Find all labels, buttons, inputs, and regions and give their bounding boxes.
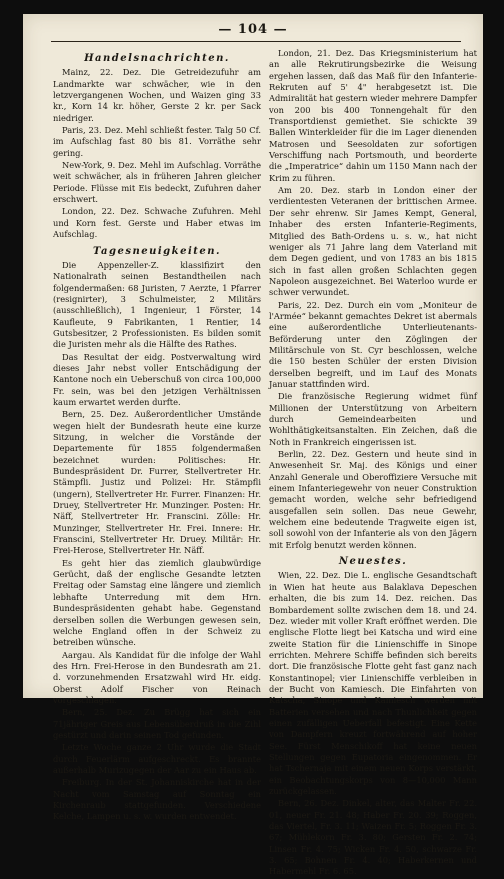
article-bern-bruegg: Bern, 25. Dez. Zu Brügg hat sich ein 71jähriger Greis aus Lebensüberdruß in die Zihl gestürzt und darin seinen Tod gefunden. <box>53 707 261 740</box>
section-heading-latest: Neuestes. <box>338 556 408 568</box>
article-paris: Paris, 23. Dez. Mehl schließt fester. Talg 50 Cf. im Aufschlag fast 80 bis 81. Vorräthe sehr gering. <box>53 125 261 158</box>
right-column <box>269 48 477 879</box>
article-fire-alarm: Letzte Woche ganze 2 Uhr wurde die Stadt durch Feuerlärm aufgeschreckt. Es brannte außerhalb Murizugegen der Aar zu ein Haus ab. <box>53 742 261 775</box>
article-paris-decree: Paris, 22. Dez. Durch ein vom „Moniteur de l'Armée“ bekannt gemachtes Dekret ist abermals eine außerordentliche Unterlieutenants-Beförderung unter den Zöglingen der Militärschule von St. Cyr beschlossen, welche die 150 besten Schüler der ersten Division derselben begreift, und im Lauf des Monats Januar stattfinden wird. <box>269 299 477 389</box>
article-national-council: Die Appenzeller-Z. klassifizirt den Nationalrath seinen Bestandtheilen nach folgendermaßen: 68 Juristen, 7 Aerzte, 1 Pfarrer (resignirter), 3 Schulmeister, 2 Militärs (ausschließlich), 1 Ingenieur, 1 Förster, 14 Kaufleute, 9 Fabrikanten, 1 Rentier, 14 Gutsbesitzer, 2 Professionisten. Es bilden somit die Juristen mehr als die Hälfte des Rathes. <box>53 259 261 350</box>
article-mainz: Mainz, 22. Dez. Die Getreidezufuhr am Landmarkte war schwächer, wie in den letzvergangenen Wochen, und Waizen ging 33 kr., Korn 14 kr. höher, Gerste 2 kr. per Sack niedriger. <box>53 67 261 123</box>
section-heading-trade-news: Handelsnachrichten. <box>84 53 230 64</box>
article-berlin-rifle: Berlin, 22. Dez. Gestern und heute sind in Anwesenheit Sr. Maj. des Königs und einer Anzahl Generale und Oberoffiziere Versuche mit einem Infanteriegewehr von neuer Construktion gemacht worden, welche sehr befriedigend ausgefallen sein sollen. Das neue Gewehr, welchem eine bedeutende Tragweite eigen ist, soll sowohl von der Infanterie als von den Jägern mit Erfolg benutzt werden können. <box>269 449 477 550</box>
header-rule <box>51 41 461 42</box>
newspaper-page <box>23 14 483 877</box>
article-bern-federal-council: Bern, 25. Dez. Außerordentlicher Umstände wegen hielt der Bundesrath heute eine kurze Sitzung, in welcher die Vorstände der Departemente für 1855 folgendermaßen bezeichnet wurden: Politisches: Hr. Bundespräsident Dr. Furrer, Stellvertreter Hr. Stämpfli. Justiz und Polizei: Hr. Stämpfli (ungern), Stellvertreter Hr. Furrer. Finanzen: Hr. Druey, Stellvertreter Hr. Munzinger. Posten: Hr. Näff, Stellvertreter Hr. Franscini. Zölle: Hr. Munzinger, Stellvertreter Hr. Frei. Innere: Hr. Franscini, Stellvertreter Hr. Druey. Militär: Hr. Frei-Herose, Stellvertreter Hr. Näff. <box>53 409 261 556</box>
section-heading-daily-news: Tagesneuigkeiten. <box>93 245 221 257</box>
article-freiburg: Freiburg. In der St. Johanniskirche hat in der Nacht vom Samstag auf Sonntag ein Kirchenraub stattgefunden. Verschiedene Kelche, Lampen u. s. w. wurden entwendet. <box>53 777 261 822</box>
article-bern-prices: Bern, 26. Dez. Dinkel, alter, das Malter Fr. 22. 01, neuer Fr. 21. 48; Haber Fr. 20. 39; Roggen, das Viertel, Fr. 3. 11; Waizen Fr. 5; Roggen Fr. 3. 67; Mühlekorn Fr. 3. 80; Gersten Fr. 2. 74; Linsen Fr. 4. 75; Wicken Fr. 4. 50, schwarze Fr. 3. 65; Bohnen Fr. 4. 40; Haberkernen und Habermehl Fr. 6. 65. <box>269 798 477 877</box>
page-number: — 104 — <box>218 22 288 37</box>
left-column <box>53 48 261 824</box>
article-aargau: Aargau. Als Kandidat für die infolge der Wahl des Hrn. Frei-Herose in den Bundesrath am 21. d. vorzunehmenden Ersatzwahl wird Hr. eidg. Oberst Adolf Fischer von Reinach vorgeschlagen. <box>53 649 261 705</box>
article-james-kempt: Am 20. Dez. starb in London einer der verdientesten Veteranen der brittischen Armee. Der sehr ehrenw. Sir James Kempt, General, Inhaber des ersten Infanterie-Regiments, Mitglied des Bath-Ordens u. s. w., hat nicht weniger als 71 Jahre lang dem Vaterland mit dem Degen gedient, und von 1783 an bis 1815 sich in fast allen großen Schlachten gegen Napoleon ausgezeichnet. Bei Waterloo wurde er schwer verwundet. <box>269 185 477 298</box>
article-london-market: London, 22. Dez. Schwache Zufuhren. Mehl und Korn fest. Gerste und Haber etwas im Aufschlag. <box>53 206 261 240</box>
article-london-war-ministry: London, 21. Dez. Das Kriegsministerium hat an alle Rekrutirungsbezirke die Weisung ergehen lassen, daß das Maß für den Infanterie-Rekruten auf 5' 4" herabgesetzt ist. Die Admiralität hat gestern wieder mehrere Dampfer von 200 bis 400 Tonnengehalt für den Transportdienst gemiethet. Sie schickte 39 Ballen Winterkleider für die im Lager dienenden Matrosen und Seesoldaten zur sofortigen Verschiffung nach Portsmouth, und beorderte die „Imperatrice“ dahin um 1150 Mann nach der Krim zu führen. <box>269 48 477 183</box>
article-new-york: New-York, 9. Dez. Mehl im Aufschlag. Vorräthe weit schwächer, als in früheren Jahren gleicher Periode. Flüsse mit Eis bedeckt, Zufuhren daher erschwert. <box>53 160 261 205</box>
article-english-envoy: Es geht hier das ziemlich glaubwürdige Gerücht, daß der englische Gesandte letzten Freitag oder Samstag eine längere und ziemlich lebhafte Unterredung mit dem Hrn. Bundespräsidenten gehabt habe. Gegenstand derselben sollen die Werbungen gewesen sein, welche England offen in der Schweiz zu betreiben wünsche. <box>53 557 261 648</box>
article-postal-result: Das Resultat der eidg. Postverwaltung wird dieses Jahr nebst voller Entschädigung der Kantone noch ein Ueberschuß von circa 100,000 Fr. sein, was bei den jetzigen Verhältnissen kaum erwartet werden durfte. <box>53 351 261 407</box>
article-vienna: Wien, 22. Dez. Die L. englische Gesandtschaft in Wien hat heute aus Balaklava Depeschen erhalten, die bis zum 14. Dez. reichen. Das Bombardement sollte zwischen dem 18. und 24. Dez. wieder mit voller Kraft eröffnet werden. Die englische Flotte liegt bei Katscha und wird eine zweite Station für die Linienschiffe in Sinope errichten. Mehrere Schiffe befinden sich bereits dort. Die französische Flotte geht fast ganz nach Konstantinopel; vier Linienschiffe verbleiben in der Bucht von Kamiesch. Die Einfahrten von Katscha, Sinope und Kamiesch werden mit Batterien versehen und nach Thunlichkeit gegen einen zufälligen Ueberfall befestigt. Eine Kette von Dampfern kreuzt fortwährend auf hoher See. Fürst Menschikoff hat keine neuen Stellungen gegen Eupatoria eingenommen. Er hat Tschernaja mit einem neuen Korps verstärkt, ein Beobachtungskorps von 8—10,000 Mann zurückgelassen. <box>269 570 477 796</box>
article-french-government: Die französische Regierung widmet fünf Millionen der Unterstützung von Arbeitern durch Gemeindearbeiten und Wohlthätigkeitsanstalten. Ein Zeichen, daß die Noth in Frankreich eingerissen ist. <box>269 391 477 447</box>
